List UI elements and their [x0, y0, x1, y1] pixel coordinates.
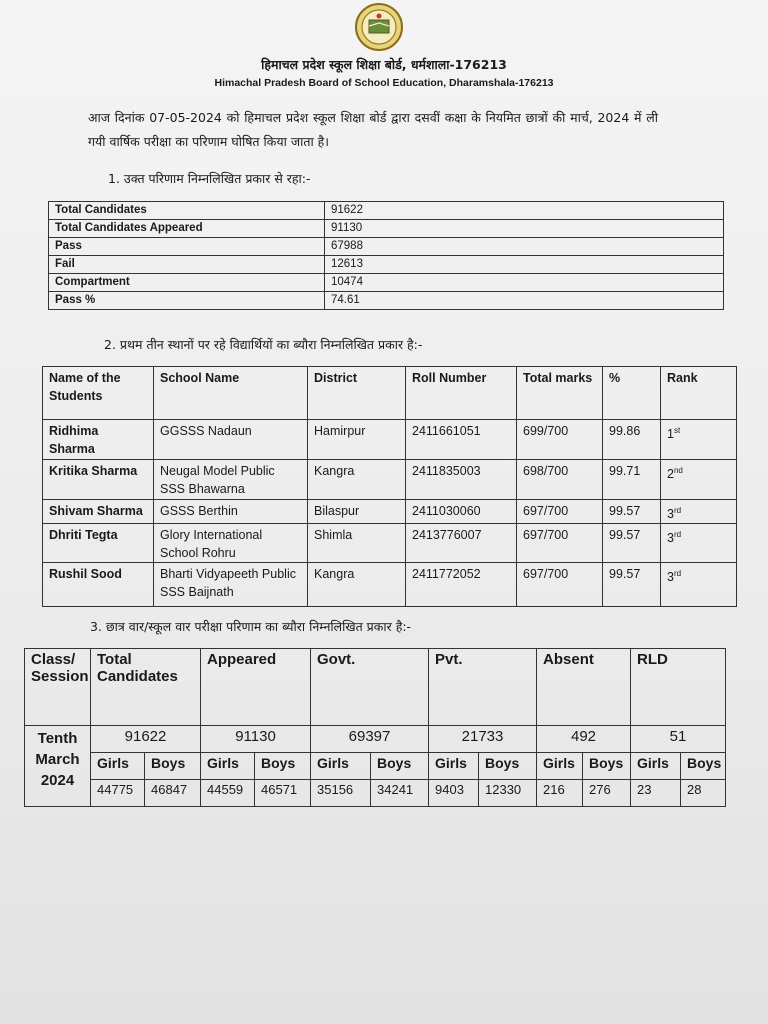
section-1-heading: 1. उक्त परिणाम निम्नलिखित प्रकार से रहा:-: [108, 171, 311, 186]
total-marks: 699/700: [517, 420, 603, 460]
result-summary-table: [48, 201, 724, 310]
summary-row: [49, 202, 724, 220]
girls-count: 216: [537, 780, 583, 807]
group-header: Pvt.: [429, 649, 537, 726]
group-total: 69397: [311, 726, 429, 753]
school-name: Neugal Model Public SSS Bhawarna: [154, 460, 308, 500]
rank-number: 3: [667, 531, 674, 546]
toppers-column-header: Roll Number: [406, 367, 517, 420]
district: Hamirpur: [308, 420, 406, 460]
school-name: GGSSS Nadaun: [154, 420, 308, 460]
school-name: Bharti Vidyapeeth Public SSS Baijnath: [154, 563, 308, 607]
roll-number: 2411661051: [406, 420, 517, 460]
section-3-heading: 3. छात्र वार/स्कूल वार परीक्षा परिणाम का ब्यौरा निम्नलिखित प्रकार है:-: [90, 619, 412, 634]
rank-number: 2: [667, 467, 674, 482]
boys-label: Boys: [145, 753, 201, 780]
boys-count: 28: [681, 780, 726, 807]
summary-label: Pass: [49, 238, 325, 256]
summary-value: 74.61: [325, 292, 724, 310]
student-name: Dhriti Tegta: [43, 524, 154, 563]
district: Kangra: [308, 563, 406, 607]
rank: [661, 524, 737, 563]
toppers-column-header: District: [308, 367, 406, 420]
boys-label: Boys: [583, 753, 631, 780]
girls-count: 35156: [311, 780, 371, 807]
board-name-english: Himachal Pradesh Board of School Education, Dharamshala-176213: [214, 77, 554, 89]
topper-row: [43, 420, 737, 460]
boys-label: Boys: [479, 753, 537, 780]
class-session-value: Tenth March 2024: [25, 726, 91, 807]
group-header: Govt.: [311, 649, 429, 726]
roll-number: 2411772052: [406, 563, 517, 607]
rank-number: 1: [667, 427, 674, 442]
group-header: Absent: [537, 649, 631, 726]
group-total: 91622: [91, 726, 201, 753]
rank-suffix: nd: [673, 466, 683, 475]
total-marks: 697/700: [517, 500, 603, 524]
rank-number: 3: [667, 507, 674, 522]
toppers-column-header: School Name: [154, 367, 308, 420]
girls-count: 23: [631, 780, 681, 807]
boys-count: 34241: [371, 780, 429, 807]
rank-suffix: st: [673, 426, 681, 435]
toppers-header-row: [43, 367, 737, 420]
section-2-heading: 2. प्रथम तीन स्थानों पर रहे विद्यार्थियों का ब्यौरा निम्नलिखित प्रकार है:-: [104, 337, 423, 352]
topper-row: [43, 563, 737, 607]
student-name: Ridhima Sharma: [43, 420, 154, 460]
summary-value: 67988: [325, 238, 724, 256]
rank: [661, 420, 737, 460]
rank-number: 3: [667, 570, 674, 585]
board-name-hindi: हिमाचल प्रदेश स्कूल शिक्षा बोर्ड, धर्मशाला-176213: [261, 57, 507, 72]
total-marks: 698/700: [517, 460, 603, 500]
summary-value: 12613: [325, 256, 724, 274]
rank-suffix: rd: [673, 569, 682, 579]
group-header-row: [25, 649, 726, 726]
board-emblem-logo: [352, 2, 406, 52]
boys-count: 276: [583, 780, 631, 807]
topper-row: [43, 500, 737, 524]
group-header: RLD: [631, 649, 726, 726]
roll-number: 2411030060: [406, 500, 517, 524]
gender-wise-result-table: [24, 648, 726, 807]
toppers-column-header: Rank: [661, 367, 737, 420]
percentage: 99.57: [603, 563, 661, 607]
gender-count-row: [25, 780, 726, 807]
summary-value: 10474: [325, 274, 724, 292]
intro-paragraph: आज दिनांक 07-05-2024 को हिमाचल प्रदेश स्कूल शिक्षा बोर्ड द्वारा दसवीं कक्षा के नियमित छात्रों की मार्च, 2024 में ली गयी वार्षिक परीक्षा का परिणाम घोषित किया जाता है।: [88, 110, 658, 149]
toppers-column-header: Total marks: [517, 367, 603, 420]
student-name: Kritika Sharma: [43, 460, 154, 500]
school-name: Glory International School Rohru: [154, 524, 308, 563]
boys-count: 46571: [255, 780, 311, 807]
group-total: 51: [631, 726, 726, 753]
topper-row: [43, 460, 737, 500]
girls-count: 44775: [91, 780, 145, 807]
group-total: 21733: [429, 726, 537, 753]
boys-label: Boys: [681, 753, 726, 780]
district: Bilaspur: [308, 500, 406, 524]
girls-label: Girls: [429, 753, 479, 780]
rank: [661, 563, 737, 607]
group-header: Total Candidates: [91, 649, 201, 726]
gender-label-row: [25, 753, 726, 780]
percentage: 99.57: [603, 524, 661, 563]
summary-value: 91622: [325, 202, 724, 220]
boys-count: 46847: [145, 780, 201, 807]
percentage: 99.57: [603, 500, 661, 524]
total-marks: 697/700: [517, 563, 603, 607]
group-total-row: [25, 726, 726, 753]
girls-label: Girls: [201, 753, 255, 780]
rank-suffix: rd: [673, 506, 682, 515]
rank: [661, 460, 737, 500]
summary-row: [49, 292, 724, 310]
girls-label: Girls: [91, 753, 145, 780]
girls-count: 44559: [201, 780, 255, 807]
summary-label: Total Candidates Appeared: [49, 220, 325, 238]
boys-label: Boys: [255, 753, 311, 780]
summary-row: [49, 220, 724, 238]
group-total: 492: [537, 726, 631, 753]
group-total: 91130: [201, 726, 311, 753]
topper-row: [43, 524, 737, 563]
roll-number: 2411835003: [406, 460, 517, 500]
summary-label: Total Candidates: [49, 202, 325, 220]
student-name: Shivam Sharma: [43, 500, 154, 524]
school-name: GSSS Berthin: [154, 500, 308, 524]
percentage: 99.86: [603, 420, 661, 460]
girls-label: Girls: [311, 753, 371, 780]
percentage: 99.71: [603, 460, 661, 500]
class-session-header: Class/ Session: [25, 649, 91, 726]
summary-row: [49, 274, 724, 292]
summary-row: [49, 256, 724, 274]
summary-label: Pass %: [49, 292, 325, 310]
boys-count: 12330: [479, 780, 537, 807]
district: Kangra: [308, 460, 406, 500]
girls-label: Girls: [537, 753, 583, 780]
boys-label: Boys: [371, 753, 429, 780]
toppers-column-header: Name of the Students: [43, 367, 154, 420]
group-header: Appeared: [201, 649, 311, 726]
district: Shimla: [308, 524, 406, 563]
summary-label: Fail: [49, 256, 325, 274]
rank-suffix: rd: [673, 530, 682, 540]
girls-count: 9403: [429, 780, 479, 807]
toppers-table: [42, 366, 737, 607]
rank: [661, 500, 737, 524]
girls-label: Girls: [631, 753, 681, 780]
summary-label: Compartment: [49, 274, 325, 292]
roll-number: 2413776007: [406, 524, 517, 563]
summary-value: 91130: [325, 220, 724, 238]
summary-row: [49, 238, 724, 256]
student-name: Rushil Sood: [43, 563, 154, 607]
total-marks: 697/700: [517, 524, 603, 563]
toppers-column-header: %: [603, 367, 661, 420]
